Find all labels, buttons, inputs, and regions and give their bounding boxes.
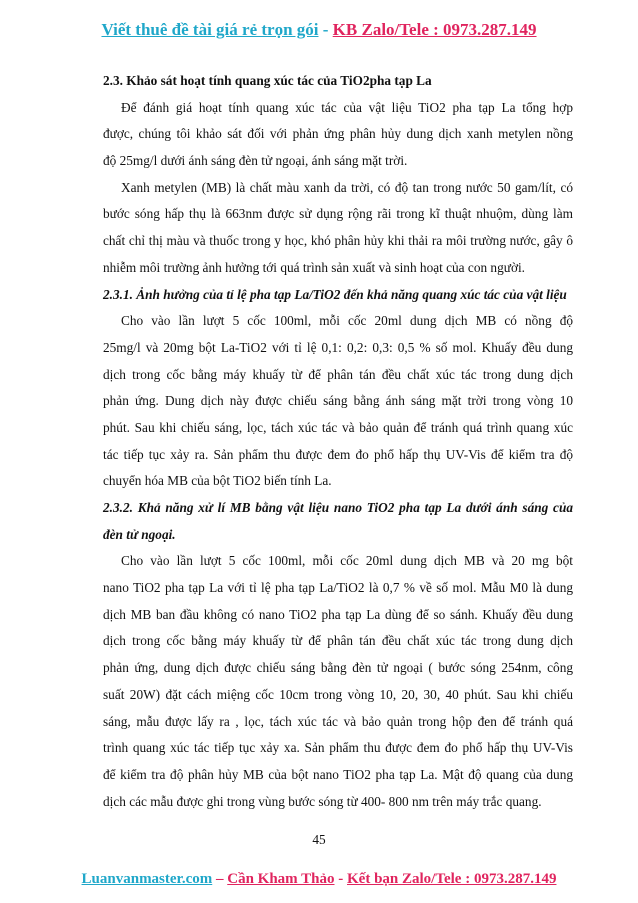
page-footer <box>0 871 638 888</box>
paragraph-line: nano TiO2 pha tạp La với tỉ lệ pha tạp La/TiO2 là 0,7 % về số mol. Mẫu M0 là dung <box>103 580 573 596</box>
paragraph-line: phút. Sau khi chiếu sáng, lọc, tách xúc tác và bảo quản để tránh quá trình quang xúc <box>103 419 573 435</box>
subsection-title: 2.3.1. Ảnh hưởng của tỉ lệ pha tạp La/TiO2 đến khả năng quang xúc tác của vật liệu <box>103 286 567 302</box>
paragraph-line: nhiễm môi trường ảnh hưởng tới quá trình sản xuất và sinh hoạt của con người. <box>103 259 525 275</box>
footer-name-link[interactable]: Cần Kham Thảo <box>227 871 335 887</box>
paragraph-line: dịch trong cốc bằng máy khuấy từ để phân tán đều chất xúc tác trong dung dịch <box>103 366 573 382</box>
document-body <box>103 68 573 815</box>
page-header <box>0 20 638 40</box>
paragraph-line: sáng, mẫu được lấy ra , lọc, tách xúc tác và bảo quản trong hộp đen để tránh quá <box>103 713 573 729</box>
paragraph-line: dịch MB ban đầu không có nano TiO2 pha tạp La dùng để so sánh. Khuấy đều dung <box>103 606 573 622</box>
paragraph-line: tác tiếp tục xảy ra. Sản phẩm thu được đem đo phổ hấp thụ UV-Vis để kiểm tra độ <box>103 446 573 462</box>
paragraph-line: được, chúng tôi khảo sát đối với phản ứng phân hủy dung dịch xanh metylen nồng <box>103 126 573 142</box>
paragraph-line: để kiểm tra độ phân hủy MB của bột nano TiO2 pha tạp La. Mật độ quang của dung <box>103 766 573 782</box>
paragraph-line: Xanh metylen (MB) là chất màu xanh da trời, có độ tan trong nước 50 gam/lít, có <box>121 179 573 195</box>
header-contact-link[interactable]: KB Zalo/Tele : 0973.287.149 <box>332 20 537 39</box>
paragraph-line: bước sóng hấp thụ là 663nm được sử dụng rộng rãi trong kĩ thuật nhuộm, dùng làm <box>103 206 573 222</box>
footer-site-link[interactable]: Luanvanmaster.com <box>81 871 213 887</box>
paragraph-line: 25mg/l và 20mg bột La-TiO2 với tỉ lệ 0,1: 0,2: 0,3: 0,5 % số mol. Khuấy đều dung <box>103 339 573 355</box>
paragraph-line: độ 25mg/l dưới ánh sáng đèn tử ngoại, ánh sáng mặt trời. <box>103 153 408 169</box>
page-number: 45 <box>312 832 326 847</box>
paragraph-line: dịch các mẫu được ghi trong vùng bước sóng từ 400- 800 nm trên máy trắc quang. <box>103 793 542 809</box>
footer-dash: - <box>334 871 347 887</box>
paragraph-line: chuyển hóa MB của bột TiO2 biến tính La. <box>103 473 332 489</box>
paragraph-line: Cho vào lần lượt 5 cốc 100ml, mỗi cốc 20ml dung dịch MB và 20 mg bột <box>121 553 573 569</box>
subsection-title: 2.3.2. Khả năng xử lí MB bằng vật liệu nano TiO2 pha tạp La dưới ánh sáng của <box>103 500 573 515</box>
paragraph-line: Cho vào lần lượt 5 cốc 100ml, mỗi cốc 20ml dung dịch MB có nồng độ <box>121 313 573 329</box>
paragraph-line: suất 20W) đặt cách miệng cốc 10cm trong vòng 10, 20, 30, 40 phút. Sau khi chiếu <box>103 686 573 702</box>
paragraph-line: phản ứng, dung dịch được chiếu sáng bằng đèn tử ngoại ( bước sóng 254nm, công <box>103 660 573 676</box>
paragraph-line: phản ứng. Dung dịch này được chiếu sáng bằng ánh sáng mặt trời trong vòng 10 <box>103 393 573 409</box>
header-separator: - <box>318 20 333 39</box>
footer-contact-link[interactable]: Kết bạn Zalo/Tele : 0973.287.149 <box>347 871 557 887</box>
paragraph-line: chất chỉ thị màu và thuốc trong y học, khó phân hủy khi thải ra môi trường nước, gây ô <box>103 233 573 249</box>
section-title: 2.3. Khảo sát hoạt tính quang xúc tác của TiO2pha tạp La <box>103 73 432 88</box>
header-link[interactable]: Viết thuê đề tài giá rẻ trọn gói <box>101 20 319 39</box>
footer-dash: – <box>212 871 228 887</box>
paragraph-line: dịch trong cốc bằng máy khuấy từ để phân tán đều chất xúc tác trong dung dịch <box>103 633 573 649</box>
paragraph-line: Để đánh giá hoạt tính quang xúc tác của vật liệu TiO2 pha tạp La tổng hợp <box>121 99 573 115</box>
subsection-title: đèn tử ngoại. <box>103 526 176 542</box>
paragraph-line: trình quang xúc tác tiếp tục xảy xa. Sản phẩm thu được đem đo phổ hấp thụ UV-Vis <box>103 740 573 756</box>
